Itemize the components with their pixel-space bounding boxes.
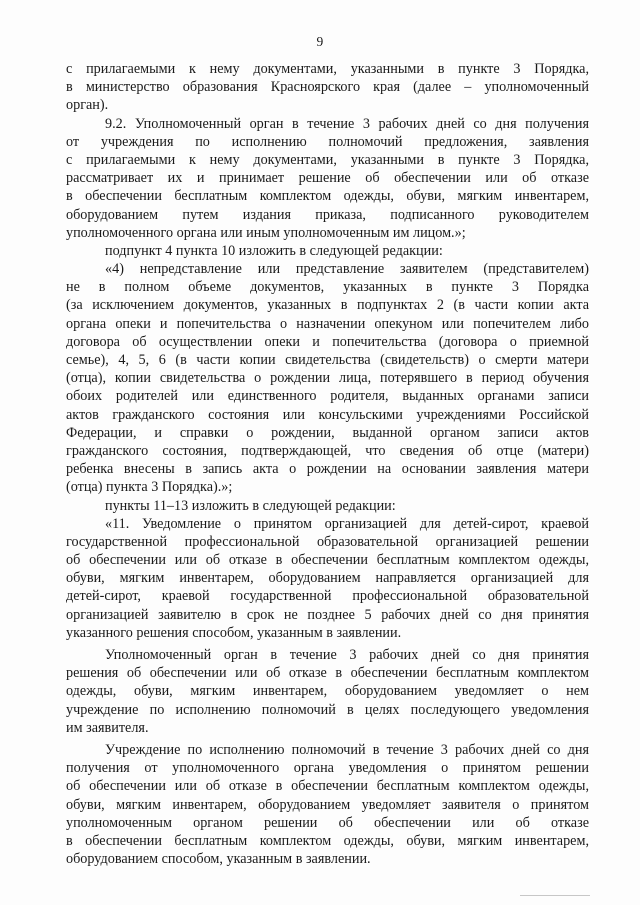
text-line: в министерство образования Красноярского края (далее – уполномоченный [66, 79, 589, 96]
text-line: указанного решения способом, указанным в заявлении. [66, 624, 402, 641]
text-line: учреждение по исполнению полномочий в целях последующего уведомления [66, 701, 589, 718]
text-line: Уполномоченный орган в течение 3 рабочих дней со дня принятия [105, 647, 589, 663]
text-line: решения об обеспечении или об отказе в обеспечении бесплатным комплектом [66, 665, 589, 682]
text-line: с прилагаемыми к нему документами, указанными в пункте 3 Порядка, [66, 151, 589, 168]
text-line: оборудованием путем издания приказа, подписанного руководителем [66, 206, 589, 223]
text-line: уполномоченным органом решении об обеспечении или об отказе [66, 814, 589, 831]
text-line: Учреждение по исполнению полномочий в течение 3 рабочих дней со дня [105, 741, 589, 758]
text-line: «4) непредставление или представление заявителем (представителем) [105, 261, 589, 278]
text-line: обуви, мягким инвентарем, оборудованием направляется организацией для [66, 570, 589, 587]
text-line: подпункт 4 пункта 10 изложить в следующей редакции: [105, 242, 443, 259]
text-line: получения от уполномоченного органа уведомления о принятом решении [66, 760, 589, 777]
text-line: детей-сирот, краевой государственной профессиональной образовательной [66, 588, 589, 605]
text-line: Федерации, и справки о рождении, выданной органом записи актов [66, 424, 589, 441]
page-number: 9 [316, 34, 324, 49]
text-line: в обеспечении бесплатным комплектом одежды, обуви, мягким инвентарем, [66, 832, 589, 849]
text-line: им заявителя. [66, 719, 149, 736]
text-line: в обеспечении бесплатным комплектом одежды, обуви, мягким инвентарем, [66, 188, 589, 205]
text-line: организацией заявителю в срок не позднее 5 рабочих дней со дня принятия [66, 606, 589, 623]
text-line: «11. Уведомление о принятом организацией для детей-сирот, краевой [105, 515, 589, 532]
text-line: не в полном объеме документов, указанных в пункте 3 Порядка [66, 279, 589, 296]
text-line: ребенка внесены в запись акта о рождении на основании заявления матери [66, 461, 589, 478]
text-line: договора об осуществлении опеки и попечительства (договора о приемной [66, 333, 589, 350]
text-line: с прилагаемыми к нему документами, указанными в пункте 3 Порядка, [66, 61, 589, 77]
text-line: рассматривает их и принимает решение об обеспечении или об отказе [66, 170, 589, 187]
text-line: об обеспечении или об отказе в обеспечении бесплатным комплектом одежды, [66, 778, 589, 795]
text-line: оборудованием способом, указанным в заявлении. [66, 851, 371, 868]
text-line: обоих родителей или единственного родителя, выданных органами записи [66, 388, 589, 405]
text-line: государственной профессиональной образовательной организацией решении [66, 533, 589, 550]
text-line: орган). [66, 97, 109, 114]
text-line: (за исключением документов, указанных в подпунктах 2 (в части копии акта [66, 297, 589, 314]
text-line: 9.2. Уполномоченный орган в течение 3 рабочих дней со дня получения [105, 115, 589, 132]
text-line: (отца) пункта 3 Порядка).»; [66, 479, 233, 496]
text-line: семье), 4, 5, 6 (в части копии свидетельства (свидетельств) о смерти матери [66, 352, 589, 368]
text-line: об обеспечении или об отказе в обеспечении бесплатным комплектом одежды, [66, 552, 589, 569]
text-line: уполномоченного органа или иным уполномоченным им лицом.»; [66, 224, 466, 241]
text-line: актов гражданского состояния или консульскими учреждениями Российской [66, 406, 589, 423]
text-line: от учреждения по исполнению полномочий предложения, заявления [66, 133, 589, 150]
text-line: гражданского состояния, подтверждающей, что сведения об отце (матери) [66, 442, 589, 459]
text-line: пункты 11–13 изложить в следующей редакции: [105, 497, 396, 514]
document-body [66, 60, 589, 868]
text-line: обуви, мягким инвентарем, оборудованием уведомляет заявителя о принятом [66, 796, 589, 813]
text-line: одежды, обуви, мягким инвентарем, оборудованием уведомляет о нем [66, 683, 589, 700]
scan-artifact [520, 895, 590, 896]
text-line: (отца), копии свидетельства о рождении лица, потерявшего в период обучения [66, 370, 589, 387]
text-line: органа опеки и попечительства о назначении опекуном или попечителем либо [66, 315, 589, 332]
